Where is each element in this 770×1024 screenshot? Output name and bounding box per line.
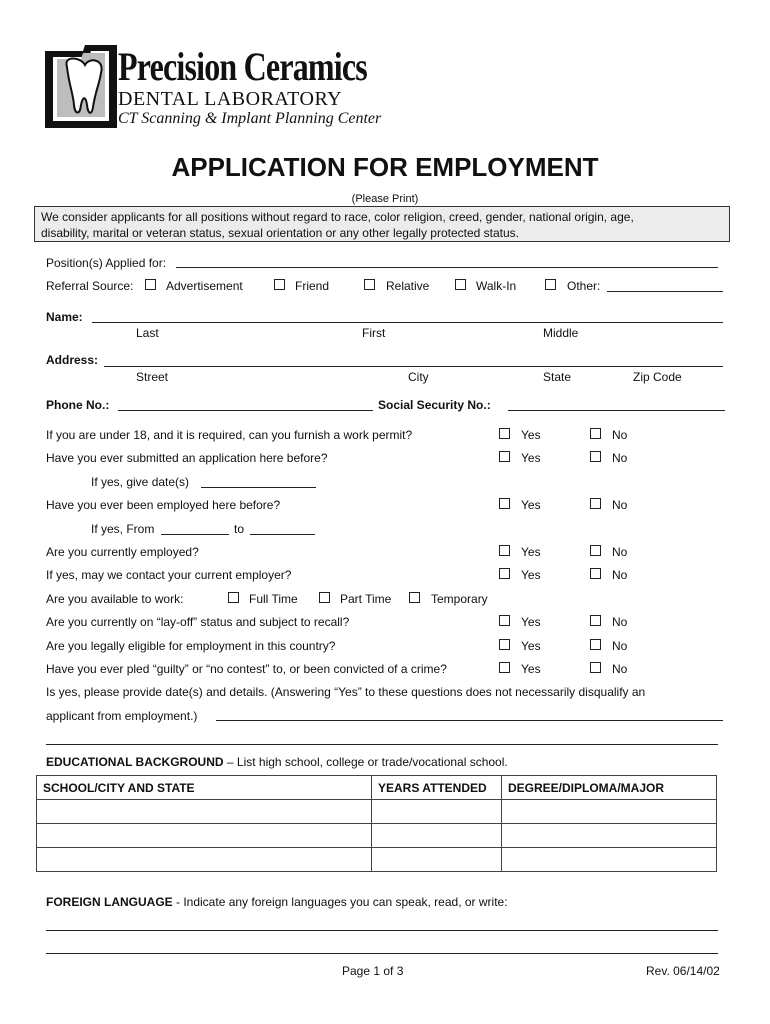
details-instruction-line1: Is yes, please provide date(s) and details. (Answering “Yes” to these questions does not necessarily disqualify an (46, 685, 646, 699)
degree-cell[interactable] (502, 848, 717, 872)
yes-label: Yes (521, 615, 541, 629)
yes-label: Yes (521, 568, 541, 582)
years-cell[interactable] (372, 848, 502, 872)
yes-label: Yes (521, 451, 541, 465)
revision-date: Rev. 06/14/02 (646, 964, 720, 978)
no-label: No (612, 545, 628, 559)
details-field-line2[interactable] (46, 744, 718, 745)
applied-dates-field[interactable] (201, 487, 316, 488)
yes-label: Yes (521, 639, 541, 653)
address-label: Address: (46, 353, 99, 367)
employed-to-label: to (234, 522, 245, 536)
ssn-label: Social Security No.: (378, 398, 491, 412)
please-print-note: (Please Print) (351, 193, 419, 205)
question-applied-before: Have you ever submitted an application here before? (46, 451, 328, 465)
employed-from-field[interactable] (161, 534, 229, 535)
work-permit-no-checkbox[interactable] (590, 428, 601, 439)
phone-field[interactable] (118, 410, 373, 411)
applied-before-no-checkbox[interactable] (590, 451, 601, 462)
referral-walkin-checkbox[interactable] (455, 279, 466, 290)
table-row (37, 824, 717, 848)
layoff-yes-checkbox[interactable] (499, 615, 510, 626)
no-label: No (612, 451, 628, 465)
work-permit-yes-checkbox[interactable] (499, 428, 510, 439)
applied-dates-label: If yes, give date(s) (91, 475, 190, 489)
employed-from-label: If yes, From (91, 522, 155, 536)
logo-subtitle: DENTAL LABORATORY (118, 88, 343, 110)
col-degree: DEGREE/DIPLOMA/MAJOR (502, 776, 717, 800)
contact-employer-no-checkbox[interactable] (590, 568, 601, 579)
name-middle-caption: Middle (543, 326, 579, 340)
eligible-yes-checkbox[interactable] (499, 639, 510, 650)
eeo-notice-line1: We consider applicants for all positions without regard to race, color religion, creed, gender, national origin, age, (41, 210, 634, 224)
education-heading (46, 755, 508, 769)
years-cell[interactable] (372, 800, 502, 824)
degree-cell[interactable] (502, 824, 717, 848)
school-cell[interactable] (37, 800, 372, 824)
question-layoff: Are you currently on “lay-off” status and subject to recall? (46, 615, 350, 629)
layoff-no-checkbox[interactable] (590, 615, 601, 626)
no-label: No (612, 498, 628, 512)
referral-relative-checkbox[interactable] (364, 279, 375, 290)
foreign-language-heading (46, 895, 508, 909)
currently-employed-no-checkbox[interactable] (590, 545, 601, 556)
details-field-line1[interactable] (216, 720, 723, 721)
school-cell[interactable] (37, 848, 372, 872)
question-availability: Are you available to work: (46, 592, 184, 606)
question-work-permit: If you are under 18, and it is required, can you furnish a work permit? (46, 428, 413, 442)
phone-label: Phone No.: (46, 398, 110, 412)
foreign-language-field-line2[interactable] (46, 953, 718, 954)
name-field[interactable] (92, 322, 723, 323)
education-table (36, 775, 717, 872)
temporary-checkbox[interactable] (409, 592, 420, 603)
foreign-language-desc: - Indicate any foreign languages you can speak, read, or write: (172, 895, 508, 909)
referral-walkin-label: Walk-In (476, 279, 517, 293)
yes-label: Yes (521, 428, 541, 442)
applied-before-yes-checkbox[interactable] (499, 451, 510, 462)
col-years: YEARS ATTENDED (372, 776, 502, 800)
years-cell[interactable] (372, 824, 502, 848)
referral-other-checkbox[interactable] (545, 279, 556, 290)
referral-friend-label: Friend (295, 279, 330, 293)
no-label: No (612, 662, 628, 676)
page-number: Page 1 of 3 (342, 964, 404, 978)
page-title: APPLICATION FOR EMPLOYMENT (171, 152, 599, 182)
question-eligible: Are you legally eligible for employment in this country? (46, 639, 336, 653)
full-time-checkbox[interactable] (228, 592, 239, 603)
referral-other-field[interactable] (607, 291, 723, 292)
eeo-notice (34, 206, 730, 242)
name-label: Name: (46, 310, 83, 324)
position-label: Position(s) Applied for: (46, 256, 167, 270)
eligible-no-checkbox[interactable] (590, 639, 601, 650)
referral-friend-checkbox[interactable] (274, 279, 285, 290)
currently-employed-yes-checkbox[interactable] (499, 545, 510, 556)
question-crime: Have you ever pled “guilty” or “no contest” to, or been convicted of a crime? (46, 662, 447, 676)
employed-to-field[interactable] (250, 534, 315, 535)
education-heading-desc: – List high school, college or trade/vocational school. (223, 755, 508, 769)
foreign-language-title: FOREIGN LANGUAGE (46, 895, 173, 909)
address-zip-caption: Zip Code (633, 370, 682, 384)
question-currently-employed: Are you currently employed? (46, 545, 199, 559)
yes-label: Yes (521, 662, 541, 676)
question-contact-employer: If yes, may we contact your current employer? (46, 568, 292, 582)
referral-label: Referral Source: (46, 279, 134, 293)
no-label: No (612, 568, 628, 582)
foreign-language-field-line1[interactable] (46, 930, 718, 931)
no-label: No (612, 615, 628, 629)
col-school: SCHOOL/CITY AND STATE (37, 776, 372, 800)
table-row (37, 848, 717, 872)
degree-cell[interactable] (502, 800, 717, 824)
education-heading-title: EDUCATIONAL BACKGROUND (46, 755, 224, 769)
logo-tagline: CT Scanning & Implant Planning Center (118, 110, 382, 127)
logo-company-name: Precision Ceramics (118, 44, 367, 89)
employed-before-yes-checkbox[interactable] (499, 498, 510, 509)
referral-relative-label: Relative (386, 279, 430, 293)
yes-label: Yes (521, 545, 541, 559)
school-cell[interactable] (37, 824, 372, 848)
crime-yes-checkbox[interactable] (499, 662, 510, 673)
employed-before-no-checkbox[interactable] (590, 498, 601, 509)
yes-label: Yes (521, 498, 541, 512)
address-street-caption: Street (136, 370, 169, 384)
crime-no-checkbox[interactable] (590, 662, 601, 673)
referral-advertisement-label: Advertisement (166, 279, 243, 293)
eeo-notice-line2: disability, marital or veteran status, sexual orientation or any other legally protected status. (41, 226, 520, 240)
name-first-caption: First (362, 326, 386, 340)
details-instruction-line2: applicant from employment.) (46, 709, 198, 723)
referral-advertisement-checkbox[interactable] (145, 279, 156, 290)
temporary-label: Temporary (431, 592, 488, 606)
question-employed-before: Have you ever been employed here before? (46, 498, 281, 512)
no-label: No (612, 639, 628, 653)
ssn-field[interactable] (508, 410, 725, 411)
contact-employer-yes-checkbox[interactable] (499, 568, 510, 579)
address-field[interactable] (104, 366, 723, 367)
part-time-label: Part Time (340, 592, 392, 606)
position-field[interactable] (176, 267, 718, 268)
referral-other-label: Other: (567, 279, 601, 293)
table-row (37, 800, 717, 824)
address-city-caption: City (408, 370, 429, 384)
no-label: No (612, 428, 628, 442)
education-header-row (37, 776, 717, 800)
tooth-logo-icon (45, 45, 117, 128)
address-state-caption: State (543, 370, 572, 384)
part-time-checkbox[interactable] (319, 592, 330, 603)
name-last-caption: Last (136, 326, 159, 340)
full-time-label: Full Time (249, 592, 298, 606)
